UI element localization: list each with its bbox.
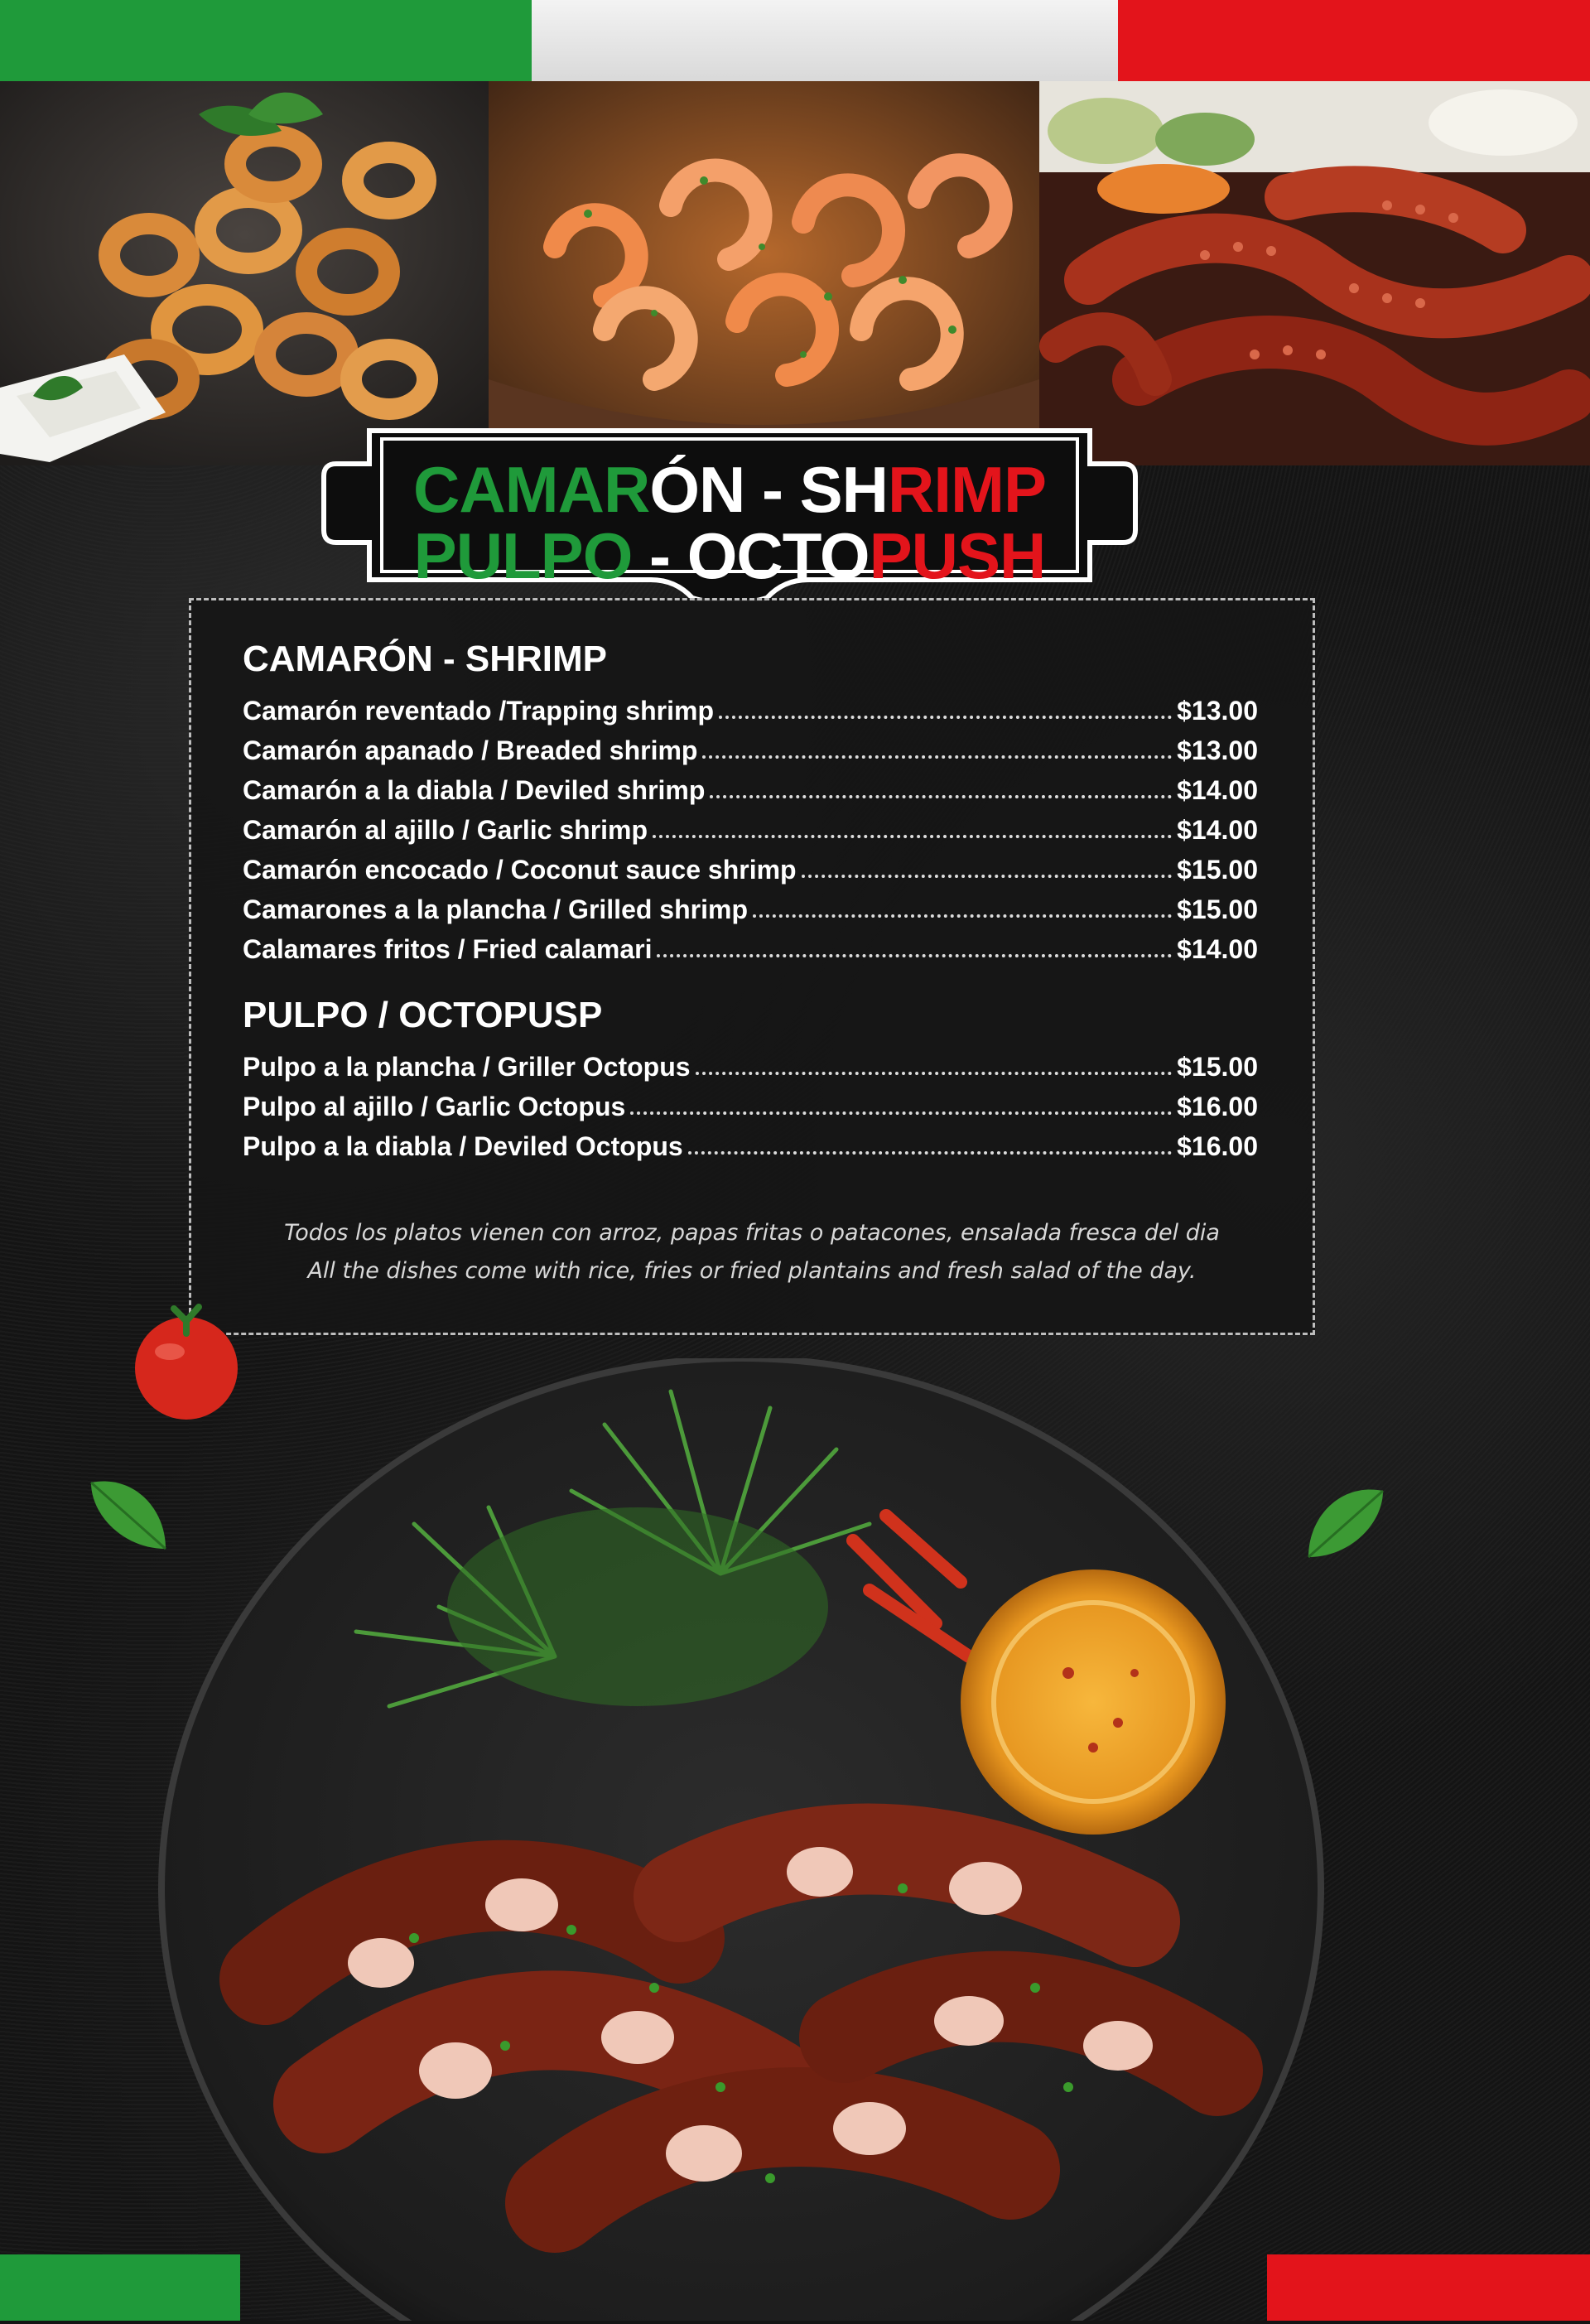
menu-item: Camarón a la diabla / Deviled shrimp $14.00 <box>243 775 1258 805</box>
italian-flag-top-band <box>0 0 1590 81</box>
grilled-octopus-plate-photo <box>141 1358 1342 2321</box>
title-line-1: CAMARÓN - SHRIMP <box>413 453 1046 526</box>
menu-item: Pulpo a la plancha / Griller Octopus $15.00 <box>243 1052 1258 1082</box>
side-dish-note-english: All the dishes come with rice, fries or fried plantains and fresh salad of the day. <box>307 1258 1197 1284</box>
menu-item: Calamares fritos / Fried calamari $14.00 <box>243 934 1258 964</box>
menu-item: Camarón apanado / Breaded shrimp $13.00 <box>243 735 1258 765</box>
menu-item: Pulpo a la diabla / Deviled Octopus $16.00 <box>243 1131 1258 1161</box>
side-dish-note-spanish: Todos los platos vienen con arroz, papas fritas o patacones, ensalada fresca del dia <box>284 1220 1220 1246</box>
octopus-items-list <box>243 1043 1258 1162</box>
section-title-shrimp: CAMARÓN - SHRIMP <box>243 639 607 679</box>
menu-item: Camarón al ajillo / Garlic shrimp $14.00 <box>243 815 1258 845</box>
page-title-badge <box>320 406 1140 601</box>
section-title-octopus: PULPO / OCTOPUSP <box>243 995 603 1035</box>
menu-item: Camarón reventado /Trapping shrimp $13.00 <box>243 696 1258 726</box>
menu-item: Camarones a la plancha / Grilled shrimp $15.00 <box>243 894 1258 924</box>
menu-item: Pulpo al ajillo / Garlic Octopus $16.00 <box>243 1092 1258 1121</box>
menu-panel <box>189 598 1315 1335</box>
title-line-2: PULPO - OCTOPUSH <box>413 519 1046 592</box>
italian-flag-bottom-band <box>0 2254 1590 2321</box>
shrimp-items-list <box>243 687 1258 965</box>
menu-item: Camarón encocado / Coconut sauce shrimp $15.00 <box>243 855 1258 885</box>
